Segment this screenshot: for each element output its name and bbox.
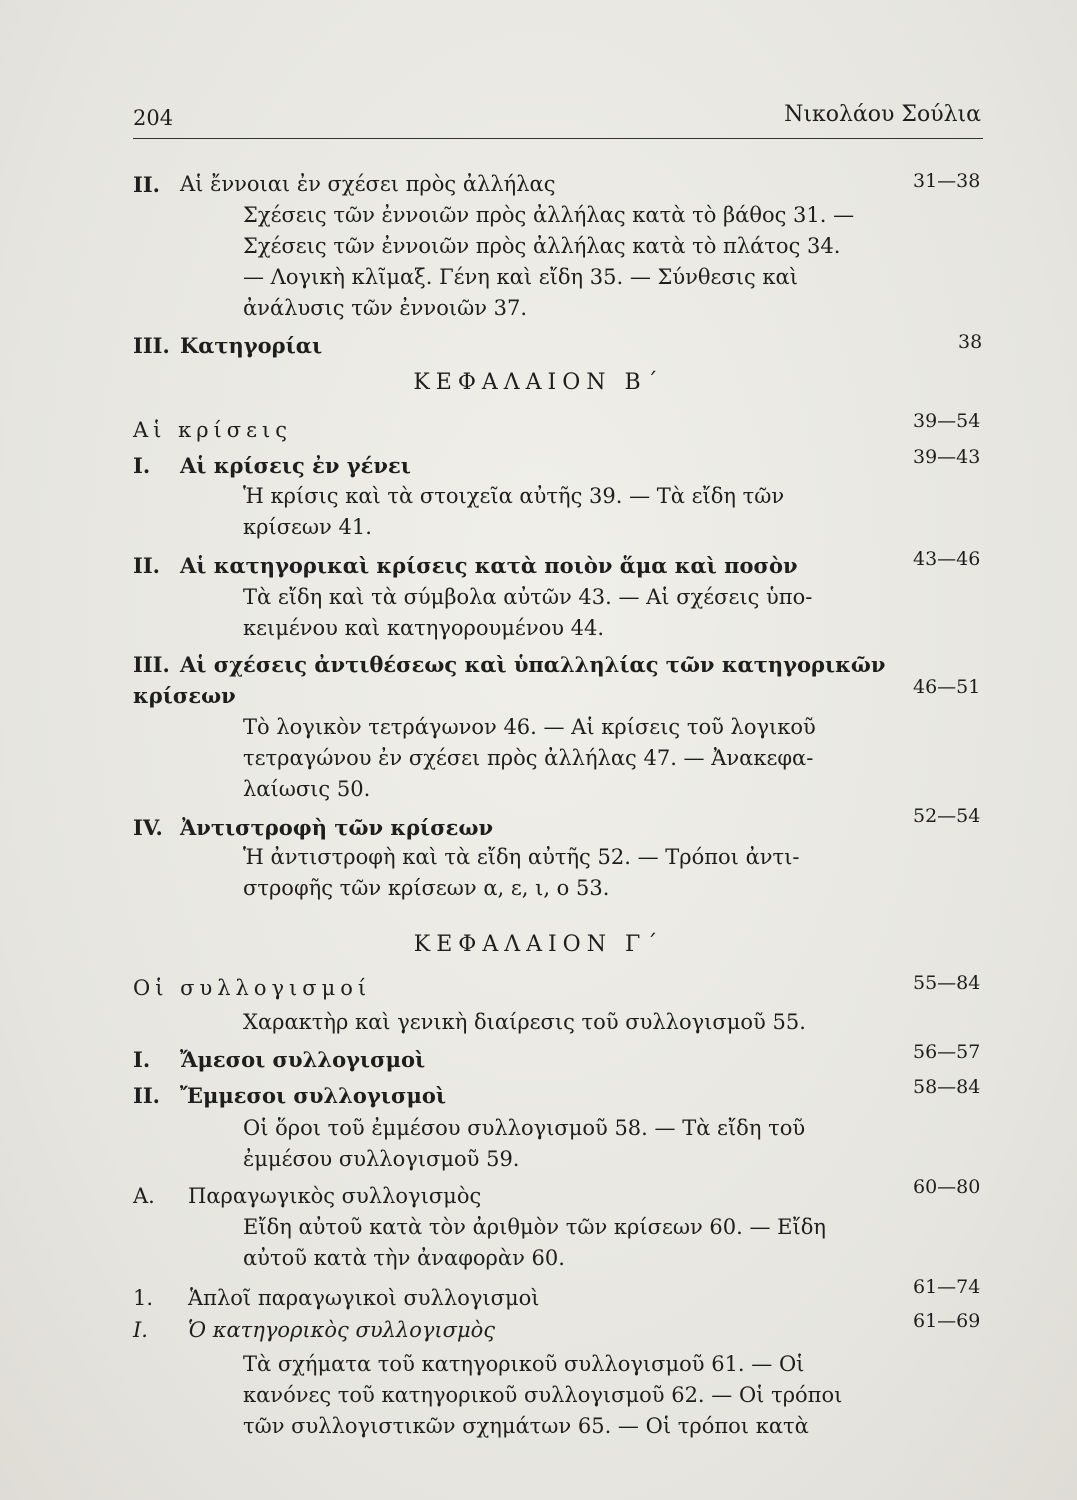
entry-description-line: Τὰ εἴδη καὶ τὰ σύμβολα αὐτῶν 43. — Αἱ σχέσεις ὑπο- <box>243 585 813 609</box>
entry-number: II. <box>133 172 160 197</box>
entry-description-line: — Λογικὴ κλῖμαξ. Γένη καὶ εἴδη 35. — Σύνθεσις καὶ <box>243 265 798 289</box>
page-range: 58—84 <box>913 1076 981 1098</box>
entry-description-line: λαίωσις 50. <box>243 777 371 801</box>
entry-description-line: κανόνες τοῦ κατηγορικοῦ συλλογισμοῦ 62. — Οἱ τρόποι <box>243 1383 843 1407</box>
entry-description-line: ἀνάλυσις τῶν ἐννοιῶν 37. <box>243 296 528 320</box>
entry-title: Ἀντιστροφὴ τῶν κρίσεων <box>180 815 494 840</box>
entry-title: Ὁ κατηγορικὸς συλλογισμὸς <box>188 1318 496 1342</box>
entry-number: II. <box>133 1083 160 1108</box>
entry-description-line: Τὰ σχήματα τοῦ κατηγορικοῦ συλλογισμοῦ 61. — Οἱ <box>243 1352 805 1376</box>
page-range: 61—69 <box>913 1310 981 1332</box>
entry-title: Αἱ κρίσεις ἐν γένει <box>180 453 411 478</box>
chapter-heading: ΚΕΦΑΛΑΙΟΝ Γ΄ <box>413 932 664 957</box>
page-range: 61—74 <box>913 1276 981 1298</box>
entry-title-continued: κρίσεων <box>133 683 236 708</box>
section-title: Οἱ συλλογισμοί <box>133 976 372 1000</box>
entry-title: Ἔμμεσοι συλλογισμοὶ <box>180 1083 446 1108</box>
entry-title: Αἱ ἔννοιαι ἐν σχέσει πρὸς ἀλλήλας <box>180 172 556 196</box>
entry-number: 1. <box>133 1286 154 1310</box>
page-range: 52—54 <box>913 805 981 827</box>
page-range: 39—43 <box>913 446 981 468</box>
entry-number: Α. <box>133 1184 155 1208</box>
running-title: Νικολάου Σούλια <box>784 102 981 127</box>
page-range: 38 <box>958 331 983 353</box>
entry-description-line: αὐτοῦ κατὰ τὴν ἀναφορὰν 60. <box>243 1246 565 1270</box>
entry-description-line: κειμένου καὶ κατηγορουμένου 44. <box>243 616 605 640</box>
page-range: 46—51 <box>913 676 981 698</box>
entry-title: Ἁπλοῖ παραγωγικοὶ συλλογισμοὶ <box>188 1286 540 1310</box>
entry-title: Κατηγορίαι <box>180 333 323 358</box>
page-range: 43—46 <box>913 548 981 570</box>
entry-description-line: Ἡ ἀντιστροφὴ καὶ τὰ εἴδη αὐτῆς 52. — Τρόποι ἀντι- <box>243 845 800 869</box>
entry-description-line: Σχέσεις τῶν ἐννοιῶν πρὸς ἀλλήλας κατὰ τὸ βάθος 31. — <box>243 203 855 227</box>
entry-title: Αἱ σχέσεις ἀντιθέσεως καὶ ὑπαλληλίας τῶν κατηγορικῶν <box>180 652 886 677</box>
entry-description-line: Σχέσεις τῶν ἐννοιῶν πρὸς ἀλλήλας κατὰ τὸ πλάτος 34. <box>243 234 841 258</box>
entry-number: IV. <box>133 815 163 840</box>
entry-number: II. <box>133 553 160 578</box>
entry-number: I. <box>133 453 151 478</box>
entry-description-line: Εἴδη αὐτοῦ κατὰ τὸν ἀριθμὸν τῶν κρίσεων 60. — Εἴδη <box>243 1215 826 1239</box>
page-range: 55—84 <box>913 972 981 994</box>
entry-description-line: Τὸ λογικὸν τετράγωνον 46. — Αἱ κρίσεις τοῦ λογικοῦ <box>243 715 816 739</box>
entry-description-line: τῶν συλλογιστικῶν σχημάτων 65. — Οἱ τρόποι κατὰ <box>243 1414 809 1438</box>
entry-number: I. <box>133 1047 151 1072</box>
entry-title: Αἱ κατηγορικαὶ κρίσεις κατὰ ποιὸν ἅμα καὶ ποσὸν <box>180 553 798 578</box>
page-number: 204 <box>133 106 174 130</box>
entry-number: I. <box>133 1318 148 1342</box>
entry-description-line: τετραγώνου ἐν σχέσει πρὸς ἀλλήλας 47. — Ἀνακεφα- <box>243 746 814 770</box>
entry-description-line: κρίσεων 41. <box>243 515 372 539</box>
entry-description-line: ἐμμέσου συλλογισμοῦ 59. <box>243 1147 520 1171</box>
entry-description-line: Οἱ ὅροι τοῦ ἐμμέσου συλλογισμοῦ 58. — Τὰ εἴδη τοῦ <box>243 1116 806 1140</box>
page-range: 60—80 <box>913 1176 981 1198</box>
chapter-heading: ΚΕΦΑΛΑΙΟΝ Β΄ <box>413 370 664 395</box>
page-range: 31—38 <box>913 170 981 192</box>
page-range: 39—54 <box>913 410 981 432</box>
page-header <box>133 100 983 139</box>
entry-title: Παραγωγικὸς συλλογισμὸς <box>188 1184 482 1208</box>
section-title: Αἱ κρίσεις <box>133 418 292 442</box>
entry-description-line: Ἡ κρίσις καὶ τὰ στοιχεῖα αὐτῆς 39. — Τὰ εἴδη τῶν <box>243 484 785 508</box>
page-range: 56—57 <box>913 1041 981 1063</box>
entry-description-line: στροφῆς τῶν κρίσεων α, ε, ι, ο 53. <box>243 876 610 900</box>
entry-title: Ἄμεσοι συλλογισμοὶ <box>180 1047 426 1072</box>
entry-description-line: Χαρακτὴρ καὶ γενικὴ διαίρεσις τοῦ συλλογισμοῦ 55. <box>243 1010 806 1034</box>
entry-number: III. <box>133 652 170 677</box>
entry-number: III. <box>133 333 170 358</box>
